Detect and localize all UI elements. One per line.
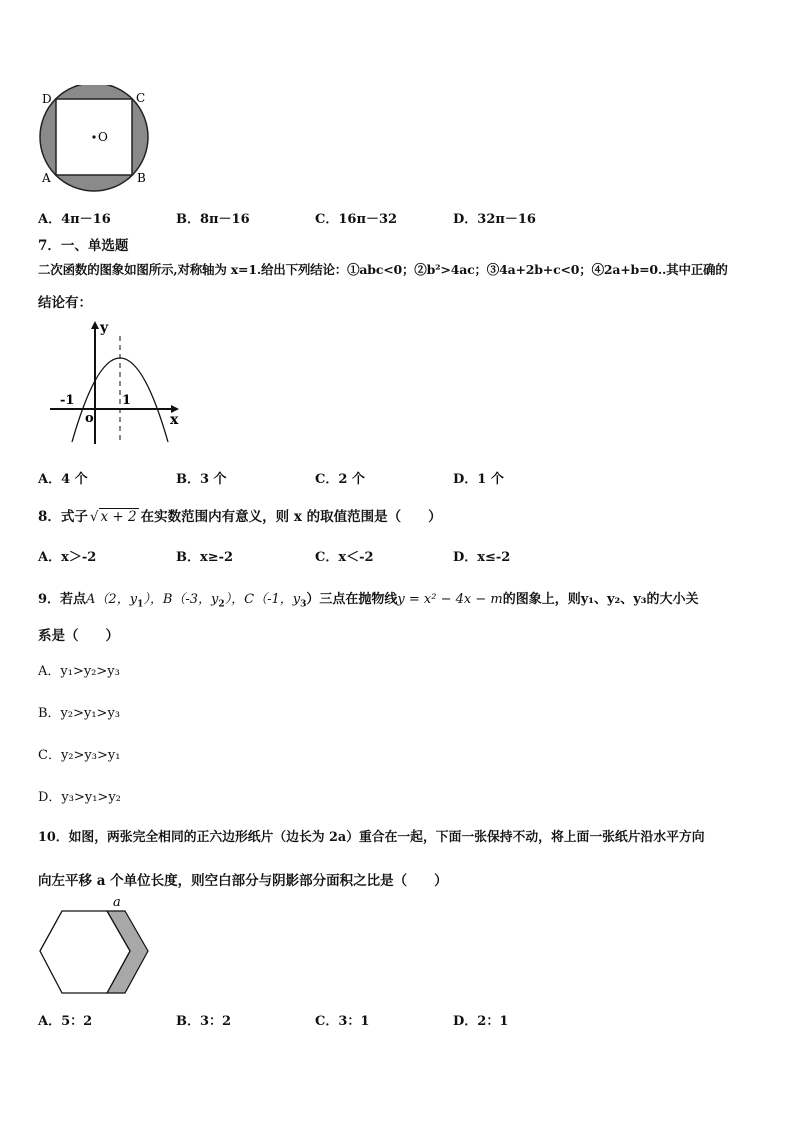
q8-option-c: C．x＜-2 (315, 550, 374, 565)
q9-parabola: y = x² − 4x − m (397, 592, 503, 607)
shift-label-a: a (113, 895, 121, 910)
q6-option-d: D．32π－16 (453, 212, 536, 227)
q9-option-c: C．y₂>y₃>y₁ (38, 748, 121, 763)
q10-stem-line2: 向左平移 a 个单位长度，则空白部分与阴影部分面积之比是（ ） (38, 873, 448, 889)
hexagon-figure (35, 893, 160, 1003)
q9-option-d: D．y₃>y₁>y₂ (38, 790, 121, 805)
q8-option-d: D．x≤-2 (453, 550, 511, 565)
q8-stem-suffix: 在实数范围内有意义，则 x 的取值范围是（ ） (140, 509, 442, 525)
q8-option-a: A．x＞-2 (38, 550, 97, 565)
q9-option-a: A．y₁>y₂>y₃ (38, 664, 120, 679)
q9-mid-text: ）三点在抛物线 (306, 592, 398, 607)
circle-square-figure (30, 85, 165, 195)
label-b: B (137, 171, 146, 185)
q7-stem-line1: 二次函数的图象如图所示,对称轴为 x=1.给出下列结论：①abc<0；②b²>4ac；③4a+2b+c<0；④2a+b=0..其中正确的 (38, 262, 728, 277)
q9-prefix: 9．若点 (38, 592, 87, 607)
origin-label: o (85, 411, 94, 426)
q9-point-b: ），B（-3，y (143, 592, 219, 607)
q8-stem (38, 505, 442, 525)
q8-stem-prefix: 8．式子 (38, 509, 88, 525)
q9-point-c: ），C（-1，y (224, 592, 301, 607)
label-d: D (42, 92, 52, 106)
q9-sub-2: 2 (218, 599, 225, 610)
axis-label-x: x (170, 412, 179, 428)
q9-sub-1: 1 (137, 599, 144, 610)
axis-label-y: y (100, 320, 109, 336)
label-o: O (98, 130, 108, 144)
tick-label-1: 1 (122, 393, 132, 408)
q9-compare: y₁、y₂、y₃的大小关 (580, 592, 699, 607)
q9-point-a: A（2，y (86, 592, 138, 607)
q6-option-c: C．16π－32 (315, 212, 398, 227)
parabola-graph (45, 318, 190, 448)
tick-label-neg1: -1 (60, 393, 75, 408)
sqrt-radicand: x + 2 (100, 509, 137, 525)
q9-tail-text: 的图象上，则 (502, 592, 581, 607)
q7-option-b: B．3 个 (176, 472, 227, 487)
q10-option-d: D．2：1 (453, 1014, 509, 1029)
sqrt-expression (88, 509, 141, 525)
q7-stem-line2: 结论有： (38, 295, 92, 311)
q6-option-a: A．4π－16 (38, 212, 111, 227)
label-c: C (136, 91, 146, 105)
q9-sub-3: 3 (300, 599, 307, 610)
q9-option-b: B．y₂>y₁>y₃ (38, 706, 121, 721)
q7-option-c: C．2 个 (315, 472, 365, 487)
q7-option-a: A．4 个 (38, 472, 88, 487)
q7-option-d: D．1 个 (453, 472, 504, 487)
sqrt-sign: √ (89, 509, 99, 525)
q7-header: 7．一、单选题 (38, 238, 129, 254)
q6-option-b: B．8π－16 (176, 212, 250, 227)
q10-option-b: B．3：2 (176, 1014, 232, 1029)
q10-option-c: C．3：1 (315, 1014, 370, 1029)
label-a: A (42, 171, 51, 185)
q9-stem-line1 (38, 588, 698, 610)
q8-option-b: B．x≥-2 (176, 550, 234, 565)
q10-stem-line1: 10．如图，两张完全相同的正六边形纸片（边长为 2a）重合在一起，下面一张保持不动，将上面一张纸片沿水平方向 (38, 830, 705, 845)
q10-option-a: A．5：2 (38, 1014, 93, 1029)
q9-stem-line2: 系是（ ） (38, 628, 119, 644)
